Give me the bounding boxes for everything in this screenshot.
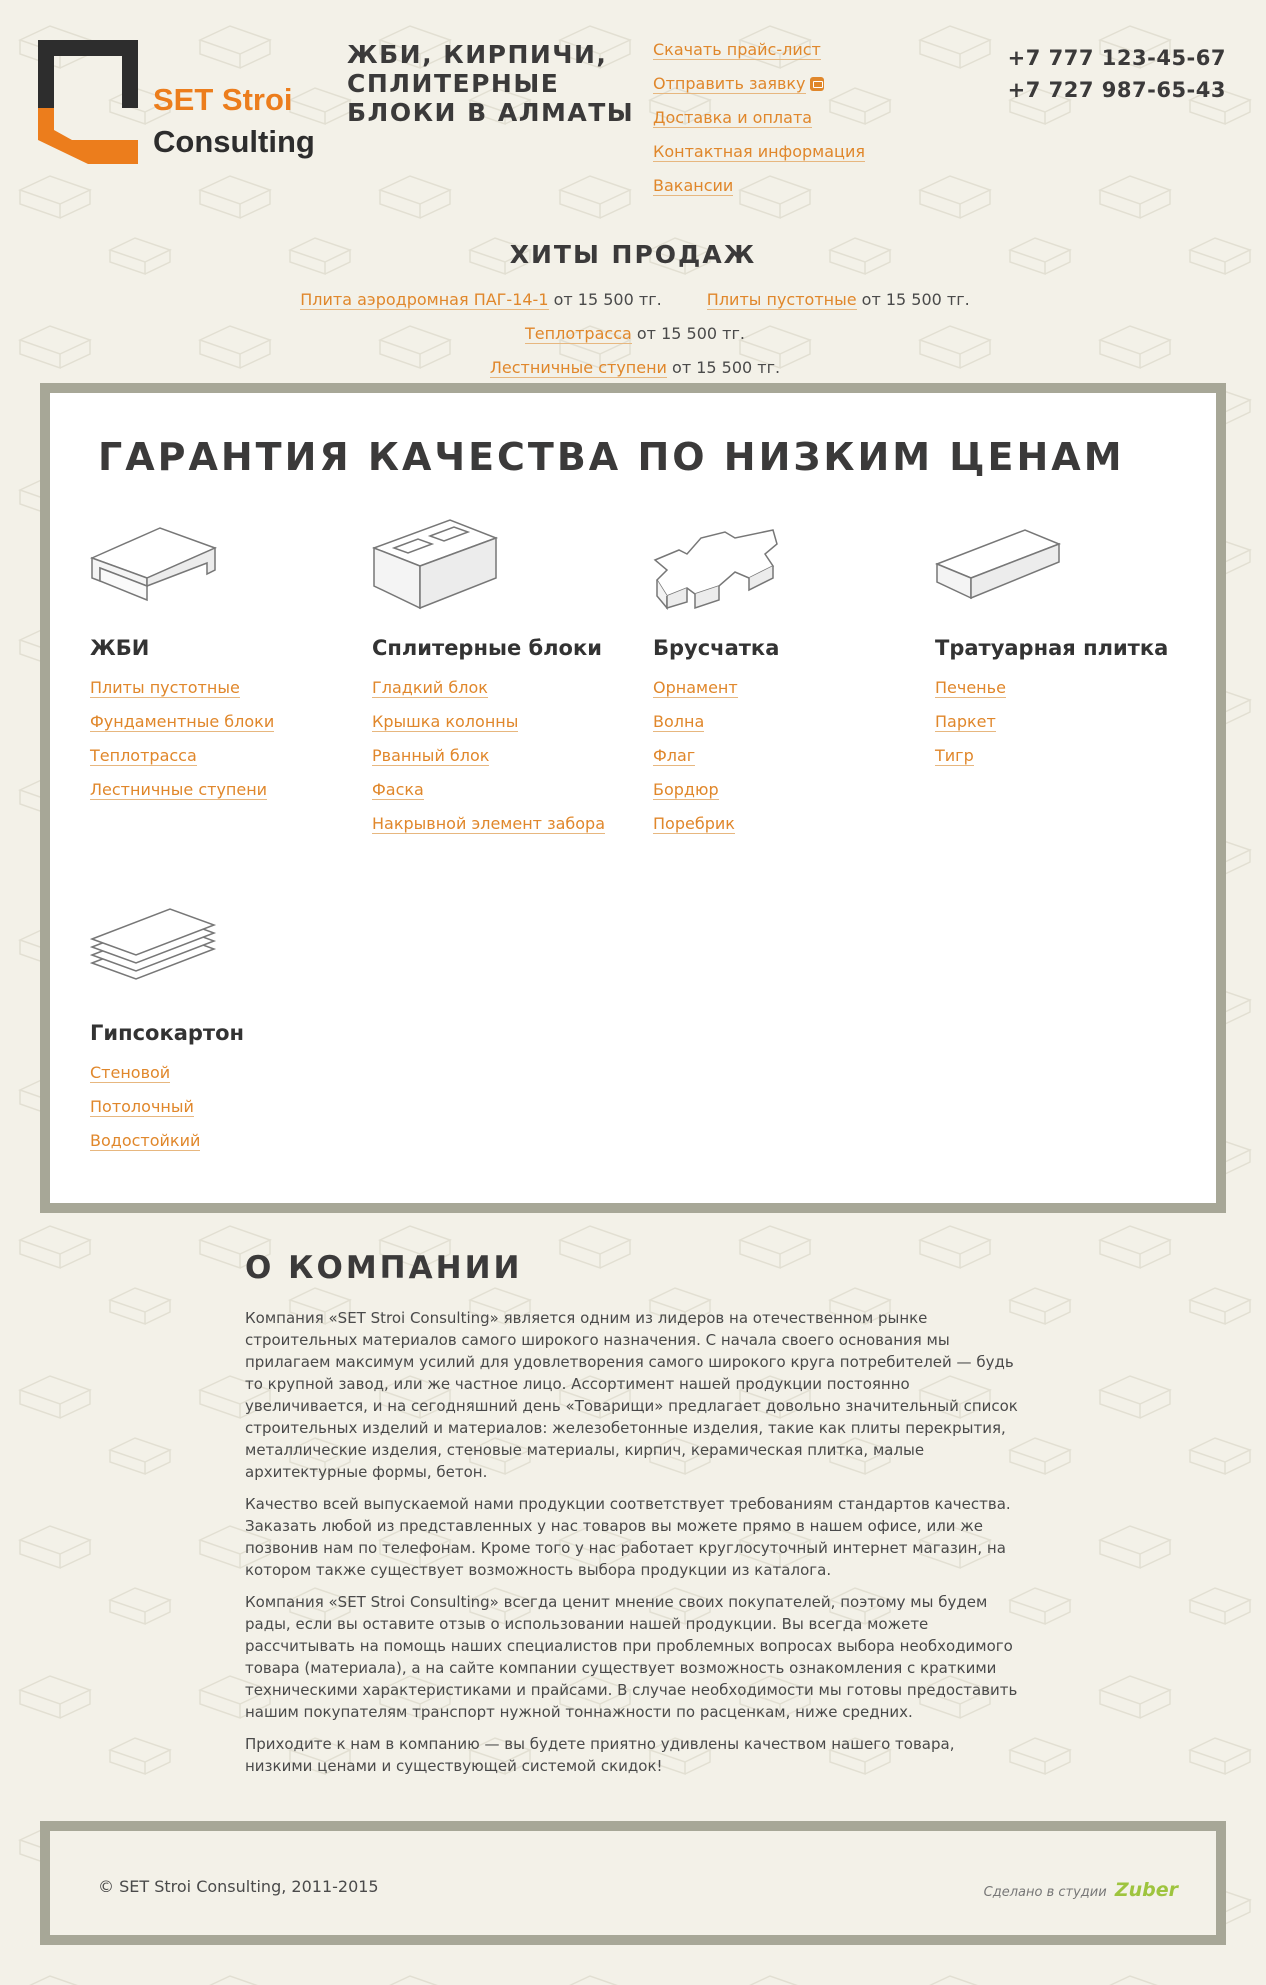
category-link[interactable]: Фаска bbox=[372, 780, 424, 799]
category-link[interactable]: Рванный блок bbox=[372, 746, 490, 765]
category-drywall bbox=[90, 893, 350, 1165]
contacts-link[interactable]: Контактная информация bbox=[653, 142, 865, 161]
category-link[interactable]: Гладкий блок bbox=[372, 678, 488, 697]
category-link[interactable]: Бордюр bbox=[653, 780, 719, 799]
phone-numbers bbox=[1008, 42, 1226, 106]
category-link[interactable]: Стеновой bbox=[90, 1063, 171, 1082]
list-item bbox=[653, 746, 913, 766]
about-paragraph: Качество всей выпускаемой нами продукции соответствует требованиям стандартов качества. Заказать любой из представленных у нас товаров вы можете прямо в нашем офисе, или же позвонив нам по телефонам. Кроме того у нас работает круглосуточный интернет магазин, на котором также существует возможность выбора продукции из каталога. bbox=[245, 1495, 1011, 1579]
about-paragraph: Компания «SET Stroi Consulting» всегда ценит мнение своих покупателей, поэтому мы будем рады, если вы оставите отзыв о использовании нашей продукции. Вы всегда можете рассчитывать на помощь наших специалистов при проблемных вопросах выбора необходимого товара (материала), а на сайте компании существует возможность ознакомления с краткими техническими характеристиками и прайсами. В случае необходимости мы готовы предоставить нашим покупателям транспорт нужной тоннажности по расценкам, ниже средних. bbox=[245, 1593, 1018, 1721]
send-request-link[interactable]: Отправить заявку bbox=[653, 74, 806, 93]
list-item bbox=[90, 1131, 350, 1151]
hit-link[interactable]: Плита аэродромная ПАГ-14-1 bbox=[300, 290, 549, 309]
category-zhbi bbox=[90, 508, 350, 814]
category-name[interactable]: Брусчатка bbox=[653, 636, 780, 660]
about-title bbox=[245, 1250, 522, 1286]
catalog-title-text: ГАРАНТИЯ КАЧЕСТВА ПО НИЗКИМ ЦЕНАМ bbox=[98, 435, 1125, 479]
category-link[interactable]: Волна bbox=[653, 712, 705, 731]
list-item bbox=[935, 712, 1195, 732]
category-name[interactable]: ЖБИ bbox=[90, 636, 150, 660]
about-paragraph: Приходите к нам в компанию — вы будете приятно удивлены качеством нашего товара, низкими ценами и существующей системой скидок! bbox=[245, 1735, 955, 1775]
list-item bbox=[653, 780, 913, 800]
studio-logo[interactable]: Zuber bbox=[1114, 1879, 1178, 1901]
list-item bbox=[90, 1063, 350, 1083]
hit-price: от 15 500 тг. bbox=[666, 358, 781, 377]
hit-item bbox=[707, 283, 970, 317]
drywall-icon[interactable] bbox=[90, 893, 220, 1003]
catalog-section bbox=[40, 383, 1226, 1213]
download-price-link[interactable]: Скачать прайс-лист bbox=[653, 40, 821, 59]
list-item bbox=[90, 780, 350, 800]
list-item bbox=[90, 746, 350, 766]
hits-title bbox=[0, 240, 1266, 269]
list-item bbox=[372, 814, 632, 834]
mail-icon[interactable] bbox=[810, 77, 824, 91]
company-logo[interactable] bbox=[38, 40, 318, 174]
list-item bbox=[653, 712, 913, 732]
list-item bbox=[90, 1097, 350, 1117]
list-item bbox=[372, 678, 632, 698]
list-item bbox=[90, 712, 350, 732]
nav-item-delivery bbox=[653, 108, 865, 128]
hit-link[interactable]: Лестничные ступени bbox=[489, 358, 667, 377]
hit-price: от 15 500 тг. bbox=[631, 324, 745, 343]
category-link[interactable]: Плиты пустотные bbox=[90, 678, 240, 697]
category-link[interactable]: Фундаментные блоки bbox=[90, 712, 275, 731]
split-block-icon[interactable] bbox=[372, 508, 502, 618]
hit-link[interactable]: Теплотрасса bbox=[525, 324, 632, 343]
phone-1: +7 777 123-45-67 bbox=[1007, 46, 1226, 70]
list-item bbox=[372, 780, 632, 800]
category-link[interactable]: Тигр bbox=[935, 746, 974, 765]
category-link[interactable]: Потолочный bbox=[90, 1097, 194, 1116]
nav-item-contacts bbox=[653, 142, 865, 162]
tile-icon[interactable] bbox=[935, 508, 1065, 618]
nav-item-vacancies bbox=[653, 176, 865, 196]
footer bbox=[40, 1821, 1226, 1945]
category-link[interactable]: Орнамент bbox=[653, 678, 738, 697]
hit-price: от 15 500 тг. bbox=[548, 290, 662, 309]
category-link[interactable]: Крышка колонны bbox=[372, 712, 519, 731]
list-item bbox=[935, 746, 1195, 766]
hit-item bbox=[300, 283, 661, 317]
hits-title-text: ХИТЫ ПРОДАЖ bbox=[509, 240, 757, 269]
category-link[interactable]: Лестничные ступени bbox=[90, 780, 268, 799]
category-name[interactable]: Гипсокартон bbox=[90, 1021, 245, 1045]
site-tagline: ЖБИ, КИРПИЧИ, СПЛИТЕРНЫЕ БЛОКИ В АЛМАТЫ bbox=[347, 40, 635, 127]
vacancies-link[interactable]: Вакансии bbox=[653, 176, 734, 195]
list-item bbox=[653, 678, 913, 698]
category-list bbox=[90, 678, 350, 800]
category-link[interactable]: Паркет bbox=[935, 712, 996, 731]
category-tiles bbox=[935, 508, 1195, 780]
studio-text: Сделано в студии bbox=[983, 1885, 1107, 1900]
studio-credit[interactable] bbox=[984, 1879, 1178, 1901]
list-item bbox=[653, 814, 913, 834]
hit-link[interactable]: Плиты пустотные bbox=[706, 290, 857, 309]
hit-item bbox=[525, 317, 745, 351]
delivery-link[interactable]: Доставка и оплата bbox=[653, 108, 813, 127]
hit-item bbox=[490, 351, 780, 385]
logo-line2: Consulting bbox=[153, 124, 315, 159]
category-link[interactable]: Теплотрасса bbox=[90, 746, 197, 765]
category-list bbox=[653, 678, 913, 834]
category-link[interactable]: Поребрик bbox=[653, 814, 735, 833]
list-item bbox=[372, 746, 632, 766]
paving-stone-icon[interactable] bbox=[653, 508, 783, 618]
category-paving bbox=[653, 508, 913, 848]
about-paragraph: Компания «SET Stroi Consulting» является одним из лидеров на отечественном рынке строительных материалов самого широкого назначения. С начала своего основания мы прилагаем максимум усилий для удовлетворения самого широкого круга потребителей — будь то крупной завод, или же частное лицо. Ассортимент нашей продукции постоянно увеличивается, и на сегодняшний день «Товарищи» предлагает довольно значительный список строительных изделий и материалов: железобетонные изделия, такие как плиты перекрытия, металлические изделия, стеновые материалы, кирпич, керамическая плитка, малые архитектурные формы, бетон. bbox=[245, 1309, 1018, 1481]
list-item bbox=[935, 678, 1195, 698]
category-name[interactable]: Тратуарная плитка bbox=[935, 636, 1169, 660]
list-item bbox=[372, 712, 632, 732]
phone-2: +7 727 987-65-43 bbox=[1007, 78, 1226, 102]
category-name[interactable]: Сплитерные блоки bbox=[372, 636, 602, 660]
category-list bbox=[935, 678, 1195, 766]
logo-line1: SET Stroi bbox=[153, 82, 293, 117]
list-item bbox=[90, 678, 350, 698]
category-link[interactable]: Накрывной элемент забора bbox=[372, 814, 606, 833]
category-list bbox=[90, 1063, 350, 1151]
hits-list bbox=[190, 283, 1080, 385]
hit-price: от 15 500 тг. bbox=[856, 290, 970, 309]
category-link[interactable]: Водостойкий bbox=[90, 1131, 201, 1150]
top-navigation bbox=[653, 40, 865, 210]
copyright: © SET Stroi Consulting, 2011-2015 bbox=[98, 1877, 379, 1896]
category-list bbox=[372, 678, 632, 834]
concrete-channel-icon[interactable] bbox=[90, 508, 220, 618]
catalog-title bbox=[98, 435, 1125, 479]
nav-item-request bbox=[653, 74, 865, 94]
category-link[interactable]: Печенье bbox=[935, 678, 1006, 697]
nav-item-price bbox=[653, 40, 865, 60]
about-text bbox=[245, 1307, 1025, 1787]
category-link[interactable]: Флаг bbox=[653, 746, 696, 765]
about-title-text: О КОМПАНИИ bbox=[245, 1250, 523, 1286]
category-split-blocks bbox=[372, 508, 632, 848]
